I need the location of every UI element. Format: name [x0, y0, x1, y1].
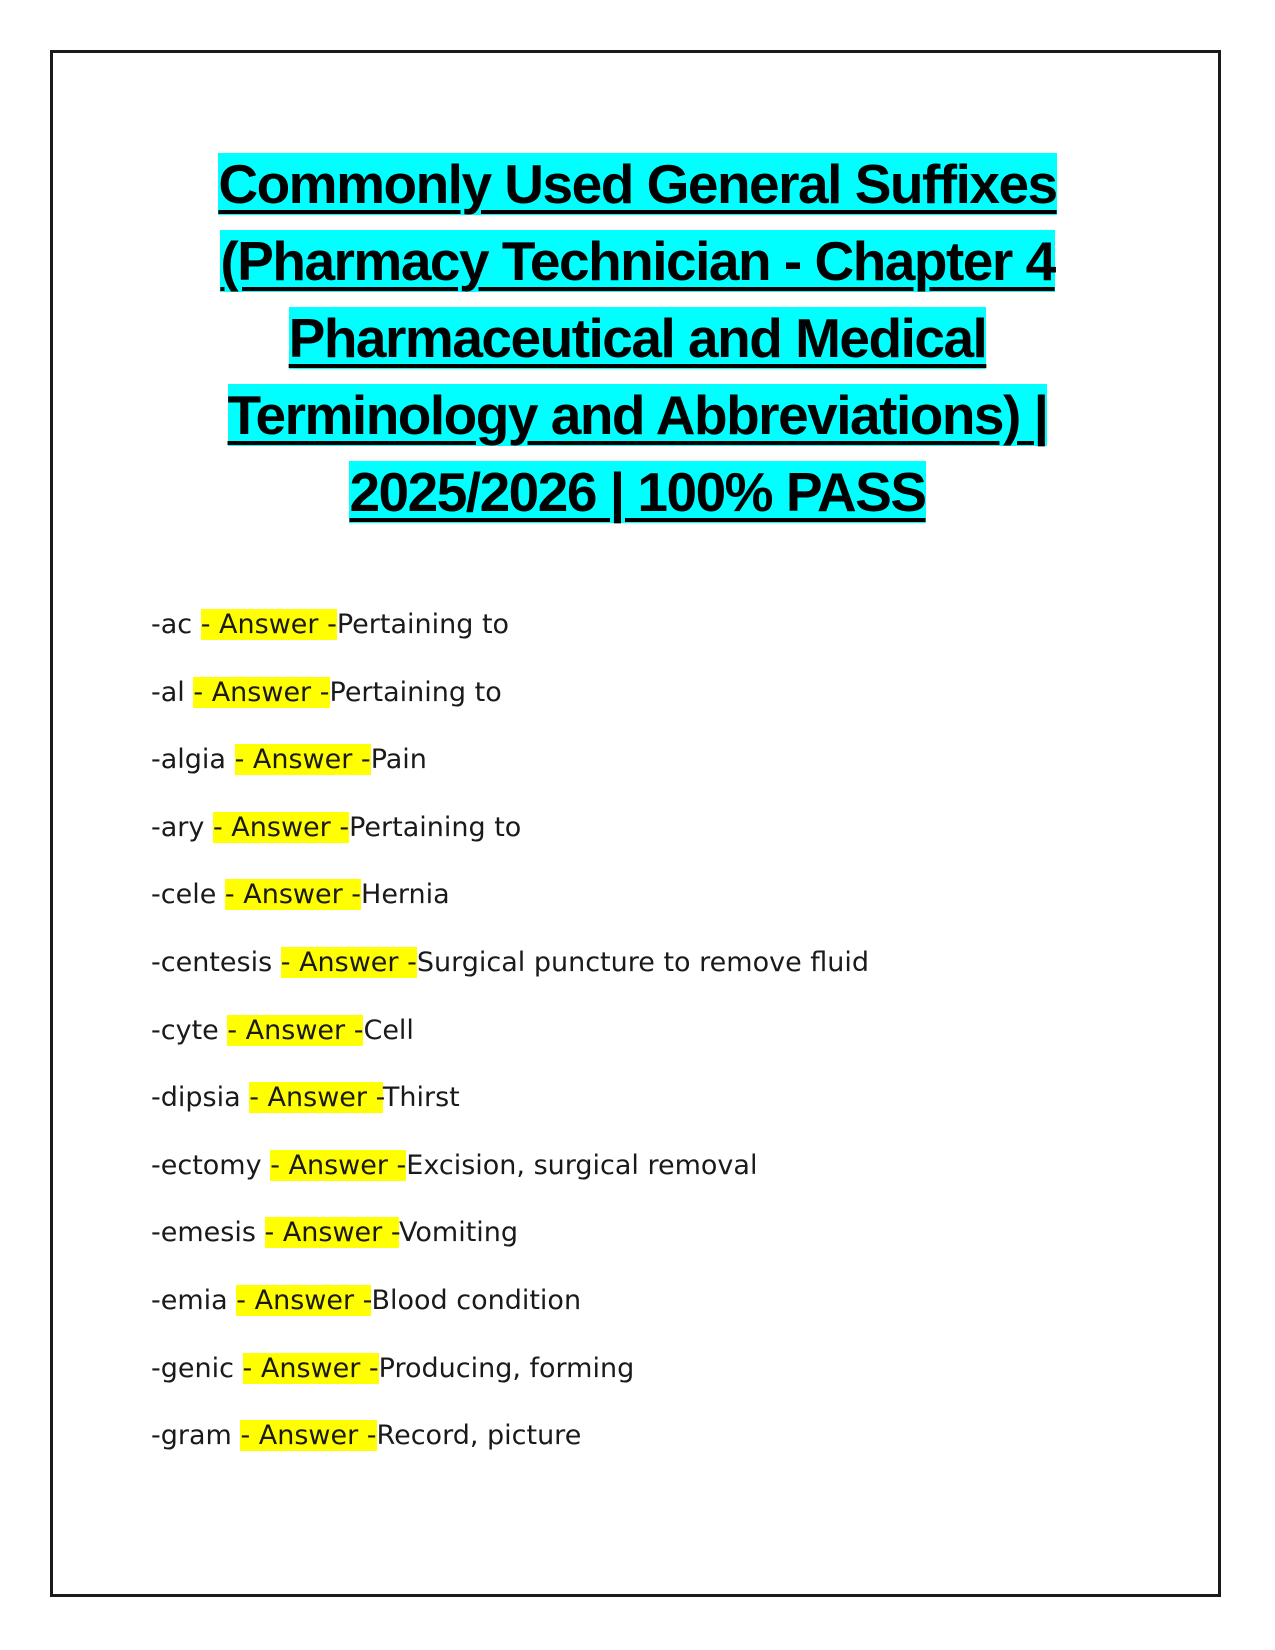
suffix-answer-list [151, 605, 869, 1484]
list-item [151, 875, 869, 943]
answer-marker: - Answer - [270, 1149, 407, 1181]
document-title-text: Commonly Used General Suffixes (Pharmacy Technician - Chapter 4 Pharmaceutical and Medical Terminology and Abbreviations) | 2025/2026 | 100% PASS [218, 153, 1057, 523]
suffix-meaning: Cell [363, 1014, 414, 1046]
list-item [151, 1011, 869, 1079]
list-item [151, 1213, 869, 1281]
suffix-meaning: Hernia [361, 879, 450, 911]
answer-marker: - Answer - [236, 1284, 372, 1316]
suffix-term: -cyte [151, 1014, 219, 1046]
list-item [151, 740, 869, 808]
suffix-meaning: Surgical puncture to remove fluid [416, 946, 870, 978]
suffix-term: -al [151, 676, 185, 708]
list-item [151, 808, 869, 876]
suffix-term: -genic [151, 1352, 234, 1384]
list-item [151, 1146, 869, 1214]
answer-marker: - Answer - [240, 1420, 377, 1452]
answer-marker: - Answer - [212, 811, 350, 843]
suffix-term: -ary [151, 811, 205, 843]
suffix-term: -ac [151, 609, 193, 640]
answer-marker: - Answer - [242, 1352, 379, 1384]
suffix-term: -centesis [151, 946, 273, 978]
suffix-meaning: Pertaining to [329, 676, 502, 708]
list-item [151, 673, 869, 741]
suffix-meaning: Pertaining to [336, 609, 510, 640]
answer-marker: - Answer - [234, 744, 371, 776]
answer-marker: - Answer - [200, 609, 337, 640]
list-item [151, 1078, 869, 1146]
suffix-meaning: Pertaining to [349, 811, 522, 843]
suffix-term: -dipsia [151, 1082, 241, 1114]
answer-marker: - Answer - [227, 1014, 364, 1046]
suffix-term: -ectomy [151, 1149, 262, 1181]
list-item [151, 943, 869, 1011]
list-item [151, 1416, 869, 1484]
suffix-meaning: Producing, forming [378, 1352, 635, 1384]
suffix-term: -gram [151, 1420, 232, 1452]
suffix-term: -emesis [151, 1217, 256, 1249]
list-item [151, 1349, 869, 1417]
suffix-term: -emia [151, 1284, 228, 1316]
suffix-meaning: Record, picture [376, 1420, 582, 1452]
answer-marker: - Answer - [193, 676, 330, 708]
answer-marker: - Answer - [280, 946, 417, 978]
answer-marker: - Answer - [224, 879, 362, 911]
suffix-meaning: Pain [370, 744, 427, 776]
list-item [151, 1281, 869, 1349]
document-title [150, 146, 1125, 531]
suffix-meaning: Thirst [382, 1082, 460, 1114]
suffix-term: -algia [151, 744, 226, 776]
suffix-meaning: Vomiting [399, 1217, 519, 1249]
suffix-meaning: Blood condition [371, 1284, 582, 1316]
suffix-meaning: Excision, surgical removal [406, 1149, 758, 1181]
answer-marker: - Answer - [249, 1082, 383, 1114]
answer-marker: - Answer - [264, 1217, 400, 1249]
list-item [151, 605, 869, 673]
suffix-term: -cele [151, 879, 217, 911]
